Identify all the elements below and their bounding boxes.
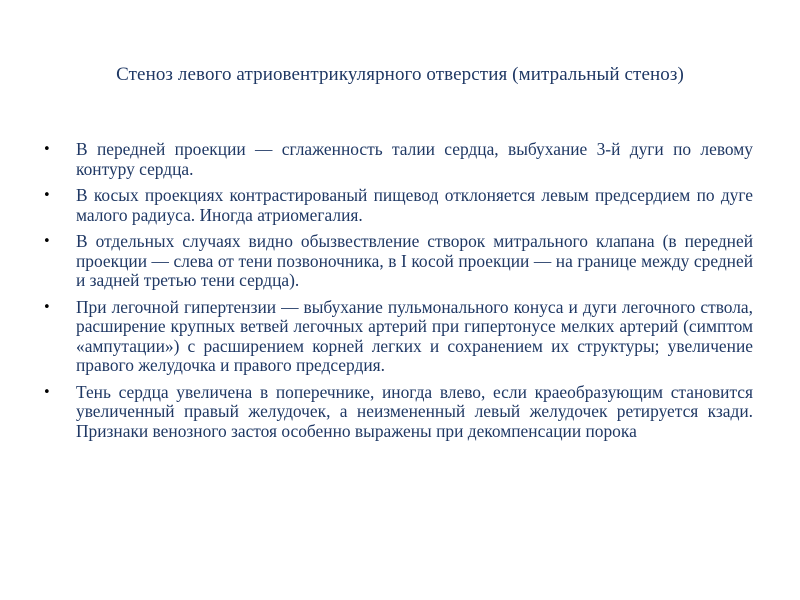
bullet-item bbox=[43, 139, 753, 179]
bullet-item bbox=[43, 296, 753, 376]
bullet-dot-icon: • bbox=[43, 188, 51, 203]
bullet-text: При легочной гипертензии — выбухание пульмонального конуса и дуги легочного ствола, расширение крупных ветвей легочных артерий при гипертонусе мелких артерий (симптом «ампутации») с расширением корней легких и сохранением их структуры; увеличение правого желудочка и правого предсердия. bbox=[76, 296, 753, 375]
bullet-dot-icon: • bbox=[43, 142, 51, 157]
bullet-text: В отдельных случаях видно обызвествление створок митрального клапана (в передней проекции — слева от тени позвоночника, в I косой проекции — на границе между средней и задней третью тени сердца). bbox=[76, 231, 753, 290]
bullet-item bbox=[43, 185, 753, 225]
slide-title: Стеноз левого атриовентрикулярного отверстия (митральный стеноз) bbox=[116, 64, 684, 85]
bullet-dot-icon: • bbox=[43, 384, 51, 400]
bullet-list bbox=[43, 139, 753, 448]
bullet-dot-icon: • bbox=[43, 299, 51, 315]
bullet-text: В косых проекциях контрастированый пищевод отклоняется левым предсердием по дуге малого радиуса. Иногда атриомегалия. bbox=[76, 185, 753, 225]
bullet-dot-icon: • bbox=[43, 234, 51, 249]
bullet-text: В передней проекции — сглаженность талии сердца, выбухание 3-й дуги по левому контуру сердца. bbox=[76, 139, 753, 179]
bullet-item bbox=[43, 231, 753, 291]
bullet-text: Тень сердца увеличена в поперечнике, иногда влево, если краеобразующим становится увеличенный правый желудочек, а неизмененный левый желудочек ретируется кзади. Признаки венозного застоя особенно выражены при декомпенсации порока bbox=[76, 381, 753, 441]
bullet-item bbox=[43, 381, 753, 442]
